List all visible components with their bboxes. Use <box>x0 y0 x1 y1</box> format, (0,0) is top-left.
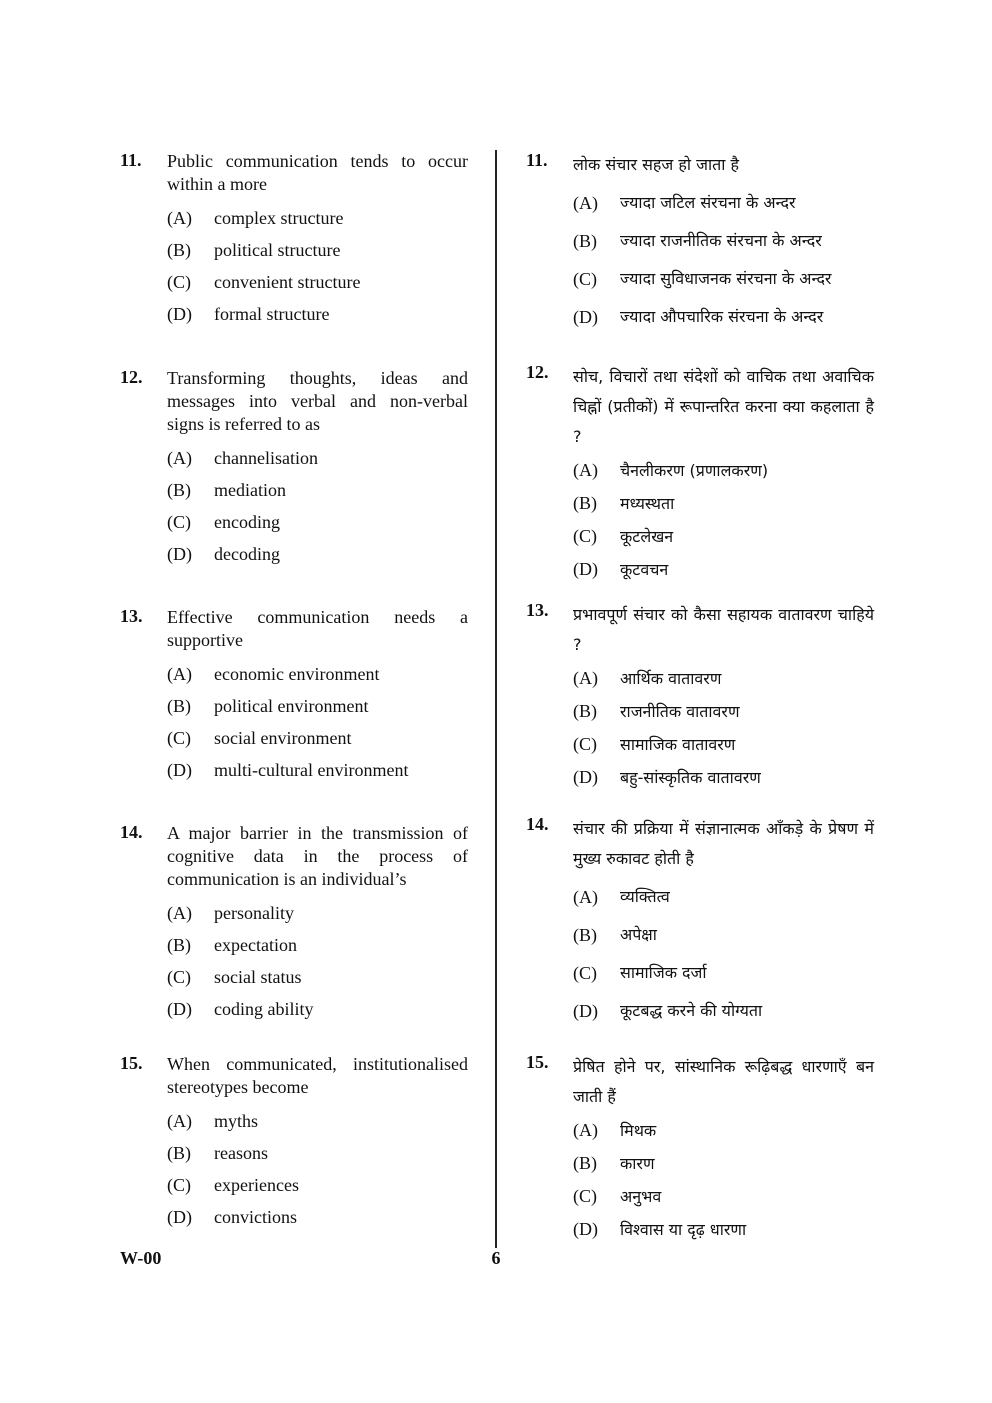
question-text: Transforming thoughts, ideas and messages into verbal and non-verbal signs is referred to as <box>167 368 468 434</box>
question-12-hi <box>526 362 874 586</box>
option-d: (D) कूटवचन <box>573 559 669 579</box>
option-c: (C) सामाजिक वातावरण <box>573 734 736 754</box>
option-c: (C) social environment <box>167 728 352 748</box>
question-text: संचार की प्रक्रिया में संज्ञानात्मक आँकड़े के प्रेषण में मुख्य रुकावट होती है <box>573 819 874 868</box>
question-number: 12. <box>526 362 549 382</box>
option-d: (D) decoding <box>167 544 280 564</box>
option-a: (A) economic environment <box>167 664 380 684</box>
question-number: 11. <box>120 150 142 170</box>
option-a: (A) complex structure <box>167 208 344 228</box>
question-number: 13. <box>120 606 143 626</box>
option-d: (D) विश्वास या दृढ़ धारणा <box>573 1219 747 1239</box>
option-c: (C) social status <box>167 967 302 987</box>
option-c: (C) अनुभव <box>573 1186 662 1206</box>
option-a: (A) आर्थिक वातावरण <box>573 668 722 688</box>
option-d: (D) बहु-सांस्कृतिक वातावरण <box>573 767 761 787</box>
page-number: 6 <box>491 1248 501 1268</box>
option-b: (B) mediation <box>167 480 286 500</box>
column-divider <box>495 150 497 1248</box>
option-b: (B) अपेक्षा <box>573 925 657 945</box>
option-d: (D) formal structure <box>167 304 330 324</box>
option-d: (D) ज्यादा औपचारिक संरचना के अन्दर <box>573 307 824 327</box>
option-c: (C) experiences <box>167 1175 299 1195</box>
option-d: (D) coding ability <box>167 999 314 1019</box>
option-c: (C) कूटलेखन <box>573 526 674 546</box>
option-b: (B) reasons <box>167 1143 268 1163</box>
option-b: (B) मध्यस्थता <box>573 493 675 513</box>
question-number: 14. <box>526 814 549 834</box>
question-number: 11. <box>526 150 548 170</box>
option-b: (B) political structure <box>167 240 341 260</box>
option-a: (A) ज्यादा जटिल संरचना के अन्दर <box>573 193 796 213</box>
option-b: (B) कारण <box>573 1153 655 1173</box>
question-text: A major barrier in the transmission of cognitive data in the process of communication is an individual’s <box>167 823 468 889</box>
question-text: प्रेषित होने पर, सांस्थानिक रूढ़िबद्ध धारणाएँ बन जाती हैं <box>573 1057 874 1106</box>
question-text: When communicated, institutionalised stereotypes become <box>167 1054 468 1097</box>
option-a: (A) चैनलीकरण (प्रणालकरण) <box>573 460 769 480</box>
question-text: सोच, विचारों तथा संदेशों को वाचिक तथा अवाचिक चिह्नों (प्रतीकों) में रूपान्तरित करना क्या कहलाता है ? <box>573 367 874 446</box>
question-11-hi <box>526 150 874 336</box>
option-b: (B) राजनीतिक वातावरण <box>573 701 740 721</box>
question-text: Effective communication needs a supportive <box>167 607 468 650</box>
question-number: 14. <box>120 822 143 842</box>
question-14-en <box>120 822 468 1025</box>
option-a: (A) व्यक्तित्व <box>573 887 670 907</box>
option-b: (B) political environment <box>167 696 369 716</box>
option-d: (D) convictions <box>167 1207 297 1227</box>
question-11-en <box>120 150 468 330</box>
question-text: लोक संचार सहज हो जाता है <box>573 155 739 174</box>
question-13-hi <box>526 600 874 794</box>
option-c: (C) convenient structure <box>167 272 361 292</box>
question-14-hi <box>526 814 874 1030</box>
option-d: (D) multi-cultural environment <box>167 760 409 780</box>
option-b: (B) expectation <box>167 935 297 955</box>
option-a: (A) myths <box>167 1111 259 1131</box>
question-number: 15. <box>526 1052 549 1072</box>
question-15-en <box>120 1053 468 1233</box>
paper-code: W-00 <box>120 1248 162 1268</box>
option-a: (A) मिथक <box>573 1120 657 1140</box>
option-a: (A) channelisation <box>167 448 318 468</box>
option-d: (D) कूटबद्ध करने की योग्यता <box>573 1001 763 1021</box>
question-13-en <box>120 606 468 786</box>
option-b: (B) ज्यादा राजनीतिक संरचना के अन्दर <box>573 231 822 251</box>
question-number: 12. <box>120 367 143 387</box>
option-a: (A) personality <box>167 903 294 923</box>
option-c: (C) सामाजिक दर्जा <box>573 963 707 983</box>
question-number: 15. <box>120 1053 143 1073</box>
question-text: प्रभावपूर्ण संचार को कैसा सहायक वातावरण चाहिये ? <box>573 605 874 654</box>
question-number: 13. <box>526 600 549 620</box>
question-12-en <box>120 367 468 570</box>
question-text: Public communication tends to occur within a more <box>167 151 468 194</box>
question-15-hi <box>526 1052 874 1246</box>
option-c: (C) encoding <box>167 512 280 532</box>
option-c: (C) ज्यादा सुविधाजनक संरचना के अन्दर <box>573 269 832 289</box>
